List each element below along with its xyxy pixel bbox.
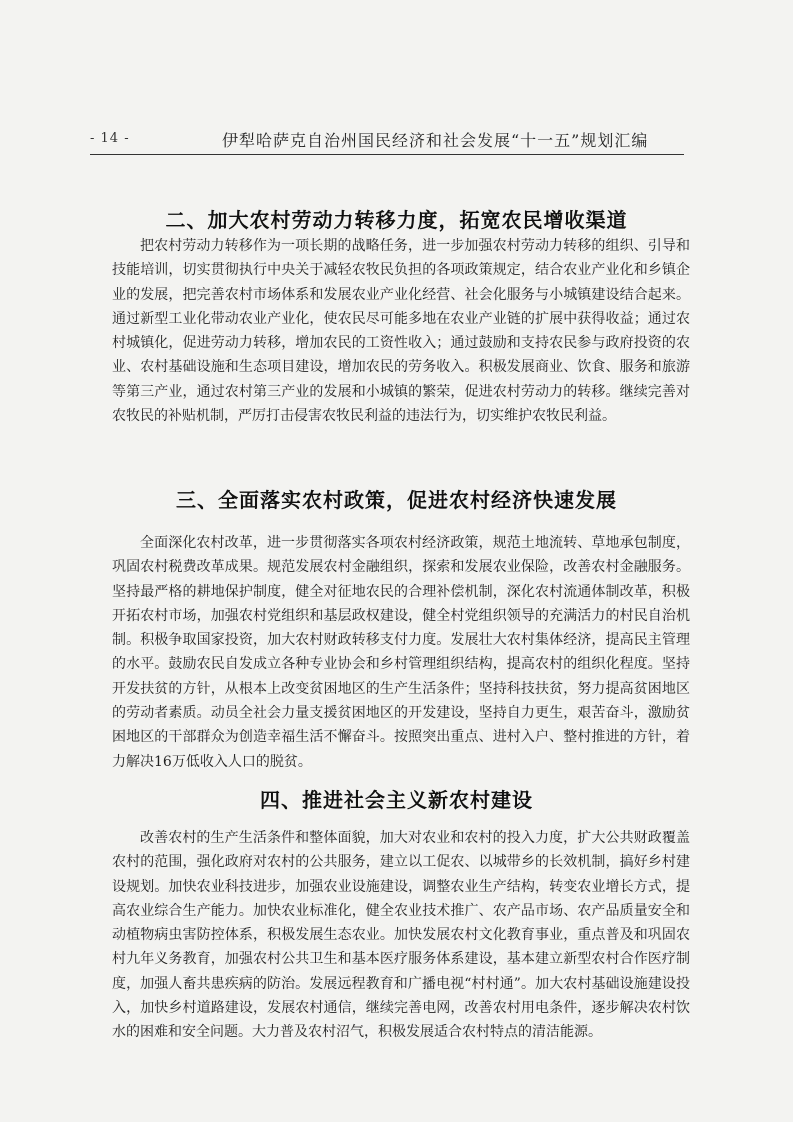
section-body-2: 把农村劳动力转移作为一项长期的战略任务，进一步加强农村劳动力转移的组织、引导和技能培训，切实贯彻执行中央关于减轻农牧民负担的各项政策规定，结合农业产业化和乡镇企业的发展，把完善农村市场体系和发展农业产业化经营、社会化服务与小城镇建设结合起来。通过新型工业化带动农业产业化，使农民尽可能多地在农业产业链的扩展中获得收益；通过农村城镇化，促进劳动力转移，增加农民的工资性收入；通过鼓励和支持农民参与政府投资的农业、农村基础设施和生态项目建设，增加农民的劳务收入。积极发展商业、饮食、服务和旅游等第三产业，通过农村第三产业的发展和小城镇的繁荣，促进农村劳动力的转移。继续完善对农牧民的补贴机制，严厉打击侵害农牧民利益的违法行为，切实维护农牧民利益。 [112,238,690,425]
section-title-3: 三、全面落实农村政策，促进农村经济快速发展 [176,488,617,512]
page-number: - 14 - [90,131,130,146]
header-rule [90,154,684,155]
section-body-3: 全面深化农村改革，进一步贯彻落实各项农村经济政策，规范土地流转、草地承包制度，巩固农村税费改革成果。规范发展农村金融组织，探索和发展农业保险，改善农村金融服务。坚持最严格的耕地保护制度，健全对征地农民的合理补偿机制，深化农村流通体制改革，积极开拓农村市场，加强农村党组织和基层政权建设，健全村党组织领导的充满活力的村民自治机制。积极争取国家投资，加大农村财政转移支付力度。发展壮大农村集体经济，提高民主管理的水平。鼓励农民自发成立各种专业协会和乡村管理组织结构，提高农村的组织化程度。坚持开发扶贫的方针，从根本上改变贫困地区的生产生活条件；坚持科技扶贫，努力提高贫困地区的劳动者素质。动员全社会力量支援贫困地区的开发建设，坚持自力更生，艰苦奋斗，激励贫困地区的干部群众为创造幸福生活不懈奋斗。按照突出重点、进村入户、整村推进的方针，着力解决16万低收入人口的脱贫。 [112,535,690,770]
book-title: 伊犁哈萨克自治州国民经济和社会发展“十一五”规划汇编 [222,131,649,150]
section-title-4: 四、推进社会主义新农村建设 [260,788,533,812]
section-body-4: 改善农村的生产生活条件和整体面貌，加大对农业和农村的投入力度，扩大公共财政覆盖农村的范围，强化政府对农村的公共服务，建立以工促农、以城带乡的长效机制，搞好乡村建设规划。加快农业科技进步，加强农业设施建设，调整农业生产结构，转变农业增长方式，提高农业综合生产能力。加快农业标准化，健全农业技术推广、农产品市场、农产品质量安全和动植物病虫害防控体系，积极发展生态农业。加快发展农村文化教育事业，重点普及和巩固农村九年义务教育，加强农村公共卫生和基本医疗服务体系建设，基本建立新型农村合作医疗制度，加强人畜共患疾病的防治。发展远程教育和广播电视“村村通”。加大农村基础设施建设投入，加快乡村道路建设，发展农村通信，继续完善电网，改善农村用电条件，逐步解决农村饮水的困难和安全问题。大力普及农村沼气，积极发展适合农村特点的清洁能源。 [112,830,690,1041]
running-header [90,128,682,154]
section-title-2: 二、加大农村劳动力转移力度，拓宽农民增收渠道 [165,208,628,232]
